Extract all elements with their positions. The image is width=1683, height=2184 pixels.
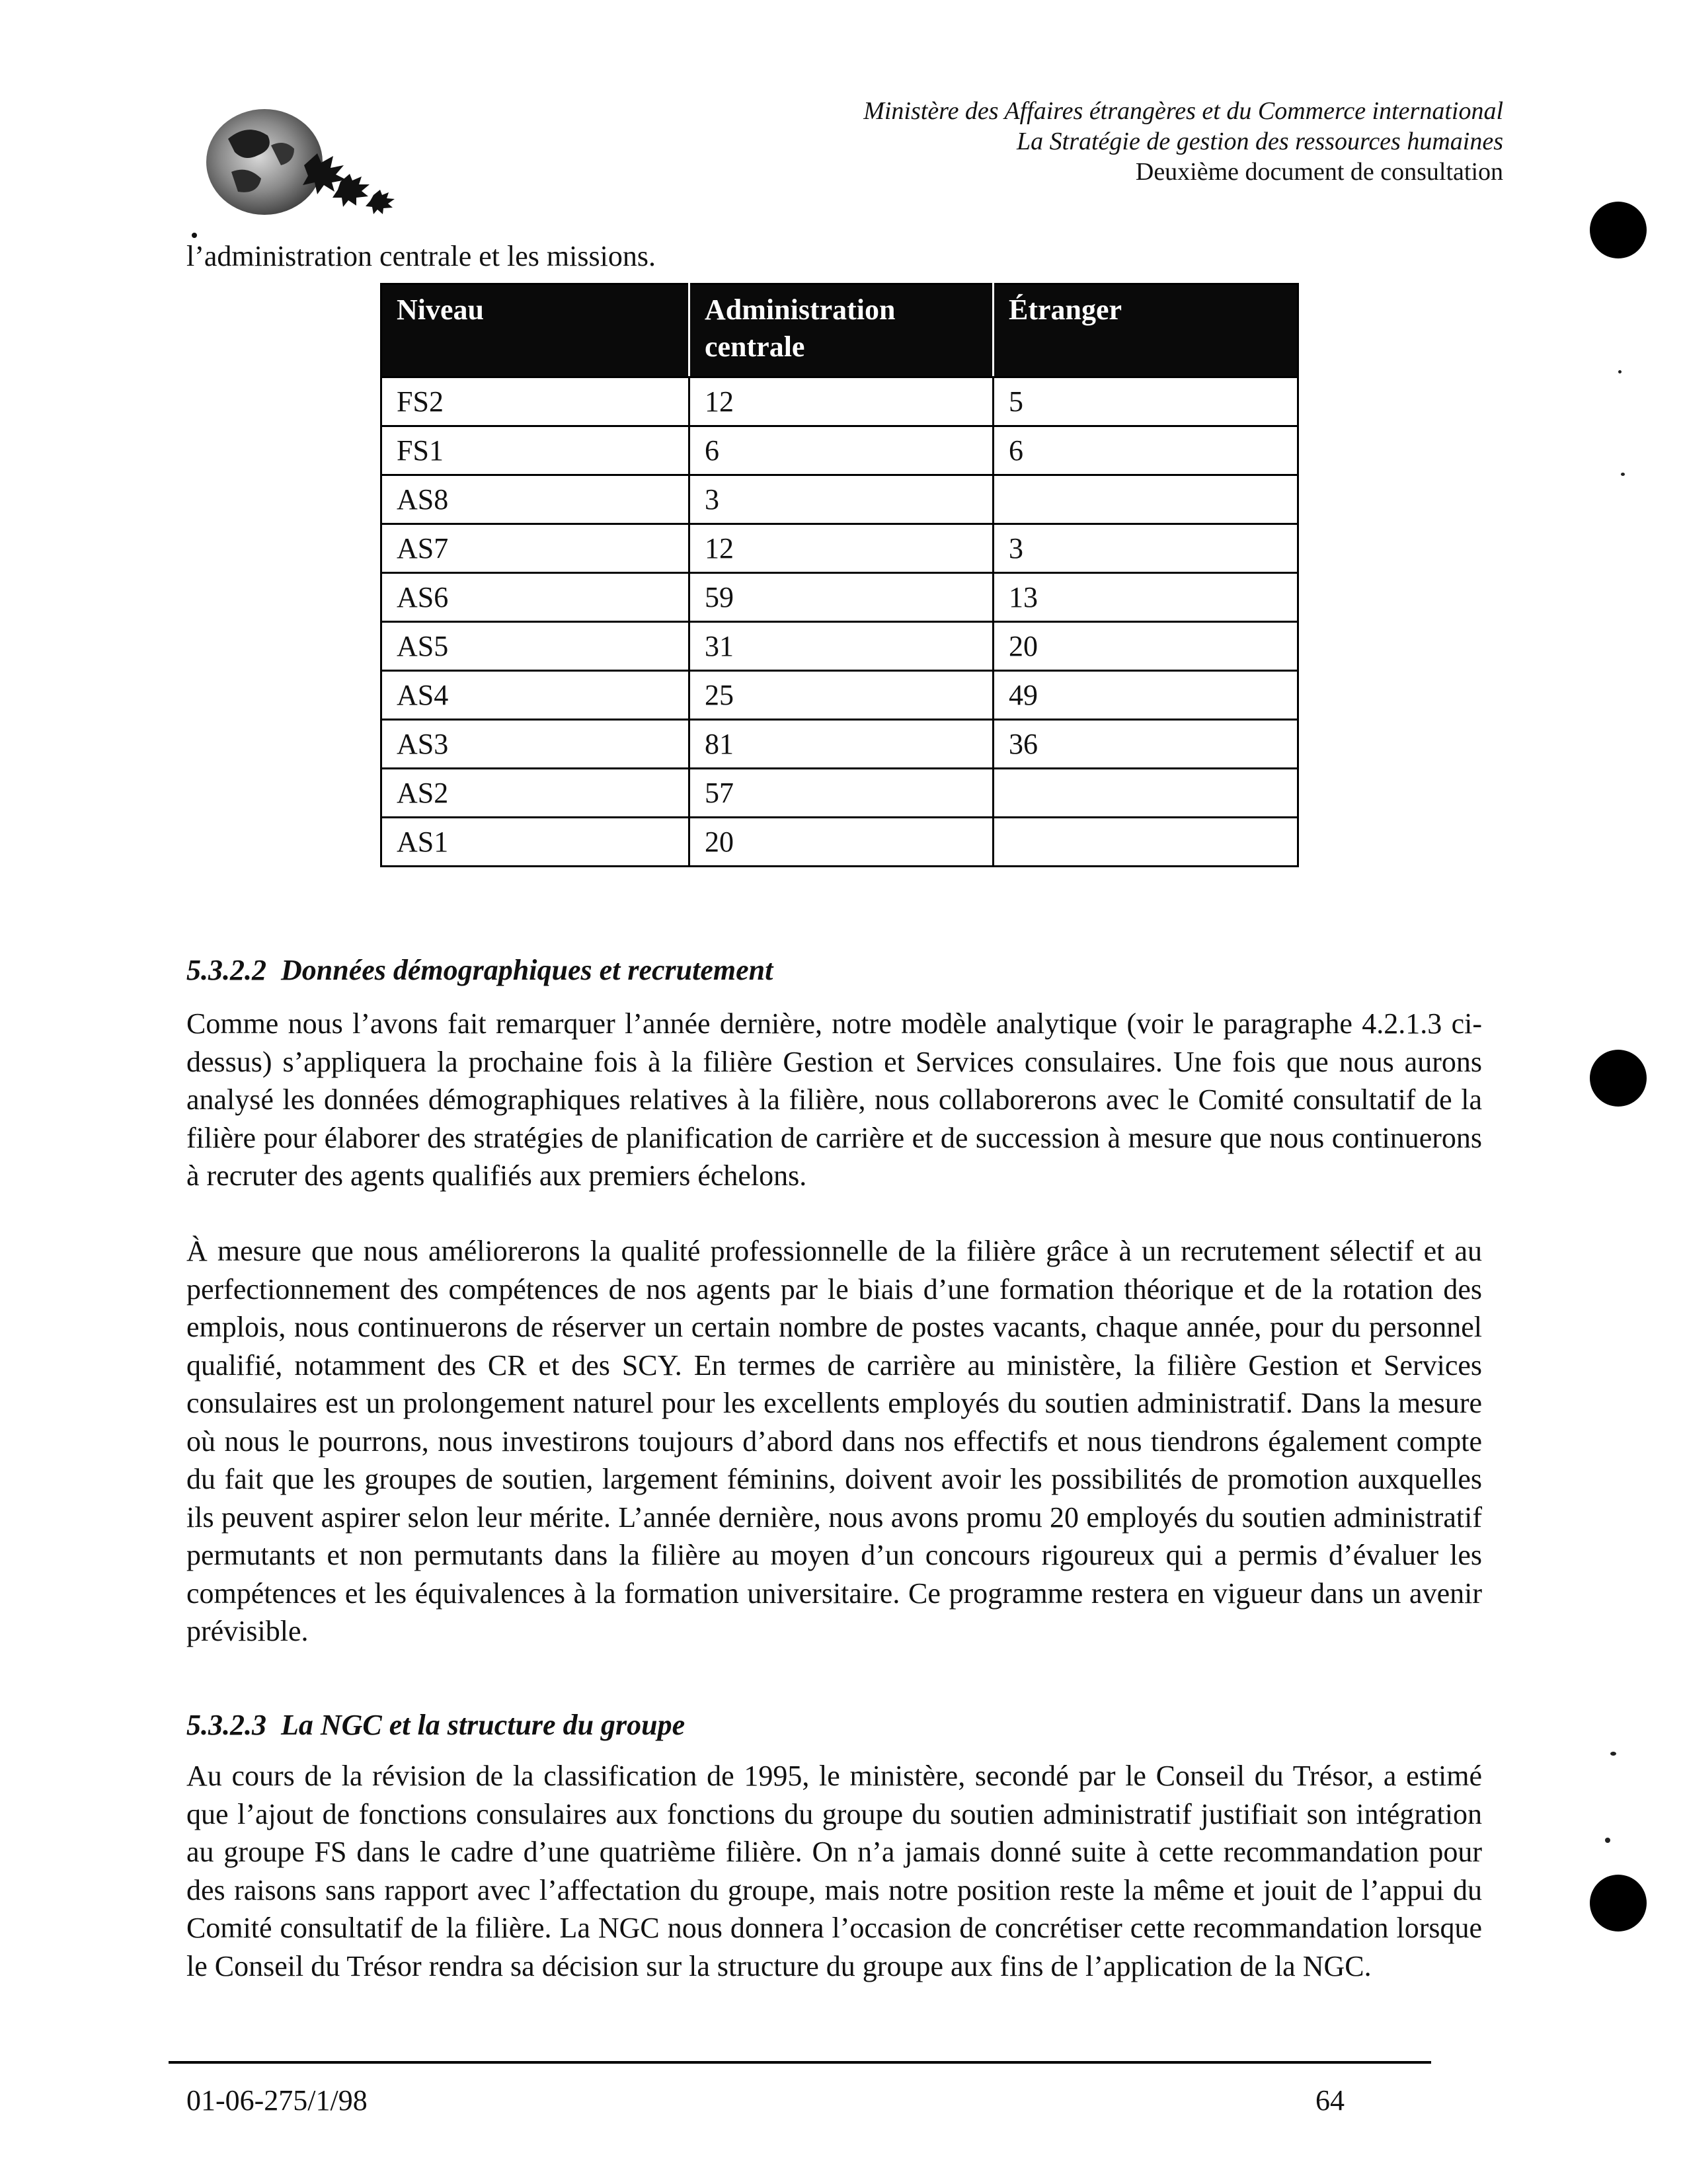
section-title: La NGC et la structure du groupe — [281, 1709, 685, 1741]
table-row — [381, 720, 1298, 769]
cell-niveau: AS4 — [381, 671, 689, 720]
header-document-label: Deuxième document de consultation — [1135, 158, 1503, 186]
cell-administration-centrale: 81 — [689, 720, 994, 769]
cell-niveau: FS2 — [381, 377, 689, 426]
cell-etranger: 49 — [994, 671, 1298, 720]
cell-administration-centrale: 6 — [689, 426, 994, 475]
cell-etranger: 13 — [994, 573, 1298, 622]
cell-etranger — [994, 818, 1298, 867]
table-row — [381, 524, 1298, 573]
cell-administration-centrale: 25 — [689, 671, 994, 720]
cell-niveau: AS7 — [381, 524, 689, 573]
scan-speck — [1618, 370, 1622, 373]
table-row — [381, 377, 1298, 426]
cell-niveau: AS3 — [381, 720, 689, 769]
cell-administration-centrale: 3 — [689, 475, 994, 524]
cell-administration-centrale: 59 — [689, 573, 994, 622]
cell-administration-centrale: 57 — [689, 769, 994, 818]
paragraph-demographics-2: À mesure que nous améliorerons la qualité professionnelle de la filière grâce à un recrutement sélectif et au perfectionnement des compétences de nos agents par le biais d’une formation théorique et de la rotation des emplois, nous continuerons de réserver un certain nombre de postes vacants, chaque année, pour du personnel qualifié, notamment des CR et des SCY. En termes de carrière au ministère, la filière Gestion et Services consulaires est un prolongement naturel pour les excellents employés du soutien administratif. Dans la mesure où nous le pourrons, nous investirons toujours d’abord dans nos effectifs et nous tiendrons également compte du fait que les groupes de soutien, largement féminins, doivent avoir les possibilités de promotion auxquelles ils peuvent aspirer selon leur mérite. L’année dernière, nous avons promu 20 employés du soutien administratif permutants et non permutants dans la filière au moyen d’un concours rigoureux qui a permis d’évaluer les compétences et les équivalences à la formation universitaire. Ce programme restera en vigueur dans un avenir prévisible. — [186, 1235, 1482, 1647]
cell-niveau: AS5 — [381, 622, 689, 671]
cell-etranger: 5 — [994, 377, 1298, 426]
cell-etranger — [994, 769, 1298, 818]
header-ministry-name: Ministère des Affaires étrangères et du Commerce international — [863, 97, 1503, 125]
column-header-niveau: Niveau — [381, 284, 689, 377]
cell-niveau: AS8 — [381, 475, 689, 524]
scan-speck — [1605, 1838, 1610, 1843]
section-number: 5.3.2.3 — [186, 1709, 266, 1741]
column-header-administration-centrale: Administration centrale — [689, 284, 994, 377]
footer-document-number: 01-06-275/1/98 — [186, 2084, 368, 2117]
footer-divider — [169, 2061, 1431, 2064]
paragraph-demographics-1: Comme nous l’avons fait remarquer l’année dernière, notre modèle analytique (voir le paragraphe 4.2.1.3 ci-dessus) s’appliquera la prochaine fois à la filière Gestion et Services consulaires. Une fois que nous aurons analysé les données démographiques relatives à la filière, nous collaborerons avec le Comité consultatif de la filière pour élaborer des stratégies de planification de carrière et de succession à mesure que nous continuerons à recruter des agents qualifiés aux premiers échelons. — [186, 1007, 1482, 1192]
table-row — [381, 622, 1298, 671]
ministry-logo-image — [192, 99, 443, 218]
table-row — [381, 769, 1298, 818]
punch-hole-top — [1590, 202, 1647, 258]
page-header — [863, 96, 1503, 187]
cell-administration-centrale: 12 — [689, 524, 994, 573]
table-row — [381, 818, 1298, 867]
cell-etranger — [994, 475, 1298, 524]
cell-etranger: 36 — [994, 720, 1298, 769]
cell-niveau: AS2 — [381, 769, 689, 818]
paragraph-ngc: Au cours de la révision de la classification de 1995, le ministère, secondé par le Conseil du Trésor, a estimé que l’ajout de fonctions consulaires aux fonctions du groupe du soutien administratif justifiait son intégration au groupe FS dans le cadre d’une quatrième filière. On n’a jamais donné suite à cette recommandation pour des raisons sans rapport avec l’affectation du groupe, mais notre position reste la même et jouit de l’appui du Comité consultatif de la filière. La NGC nous donnera l’occasion de concrétiser cette recommandation lorsque le Conseil du Trésor rendra sa décision sur la structure du groupe aux fins de l’application de la NGC. — [186, 1760, 1482, 1982]
cell-niveau: AS6 — [381, 573, 689, 622]
cell-administration-centrale: 12 — [689, 377, 994, 426]
table-row — [381, 573, 1298, 622]
cell-administration-centrale: 31 — [689, 622, 994, 671]
intro-bullet-dot — [192, 233, 197, 238]
section-title: Données démographiques et recrutement — [281, 954, 773, 986]
table-row — [381, 426, 1298, 475]
staffing-table — [380, 283, 1299, 867]
header-strategy-title: La Stratégie de gestion des ressources humaines — [1017, 128, 1503, 155]
scan-speck — [1621, 473, 1625, 476]
cell-niveau: FS1 — [381, 426, 689, 475]
footer-page-number: 64 — [1315, 2084, 1345, 2117]
table-row — [381, 671, 1298, 720]
scan-speck — [1610, 1752, 1616, 1756]
cell-etranger: 3 — [994, 524, 1298, 573]
cell-niveau: AS1 — [381, 818, 689, 867]
punch-hole-bottom — [1590, 1875, 1647, 1931]
table-header-row — [381, 284, 1298, 377]
section-heading-ngc — [186, 1708, 685, 1742]
section-number: 5.3.2.2 — [186, 954, 266, 986]
punch-hole-middle — [1590, 1050, 1647, 1107]
section-heading-demographics — [186, 953, 773, 987]
intro-text: l’administration centrale et les missions. — [186, 240, 656, 272]
table-row — [381, 475, 1298, 524]
cell-administration-centrale: 20 — [689, 818, 994, 867]
column-header-etranger: Étranger — [994, 284, 1298, 377]
cell-etranger: 6 — [994, 426, 1298, 475]
cell-etranger: 20 — [994, 622, 1298, 671]
